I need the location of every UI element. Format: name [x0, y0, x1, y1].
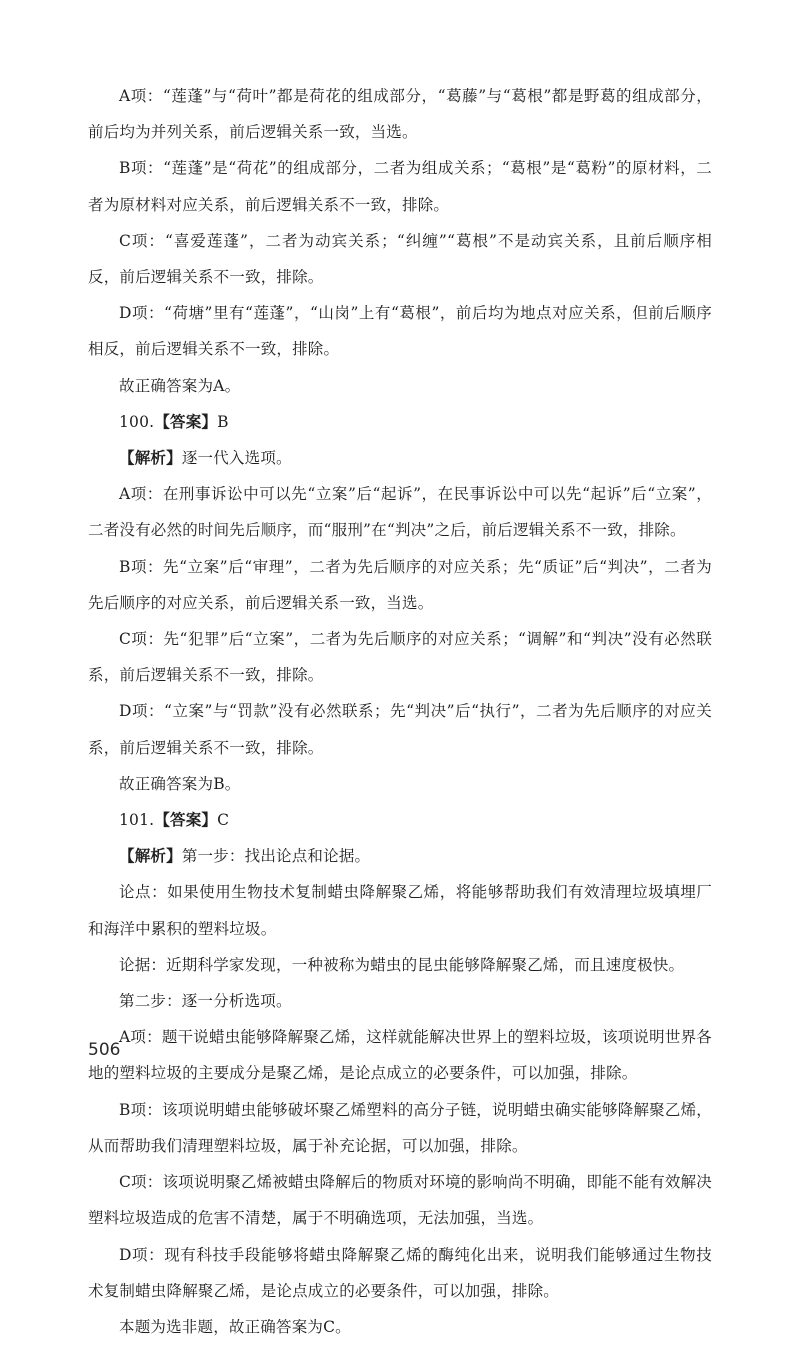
section-tag: 【解析】: [119, 847, 182, 866]
paragraph: [88, 549, 712, 621]
paragraph: [88, 766, 712, 802]
section-tag: 【答案】: [154, 412, 218, 431]
paragraph-text: C项：该项说明聚乙烯被蜡虫降解后的物质对环境的影响尚不明确，即能不能有效解决塑料垃圾造成的危害不清楚，属于不明确选项，无法加强，当选。: [88, 1173, 712, 1228]
paragraph: [88, 1309, 712, 1345]
page-number: 506: [88, 1040, 121, 1060]
paragraph: [88, 440, 712, 476]
paragraph: [88, 150, 712, 222]
paragraph-text: 逐一代入选项。: [181, 449, 292, 468]
paragraph-text: B项：该项说明蜡虫能够破坏聚乙烯塑料的高分子链，说明蜡虫确实能够降解聚乙烯，从而帮助我们清理塑料垃圾，属于补充论据，可以加强，排除。: [88, 1100, 712, 1155]
paragraph-text: A项：“莲蓬”与“荷叶”都是荷花的组成部分，“葛藤”与“葛根”都是野葛的组成部分，前后均为并列关系，前后逻辑关系一致，当选。: [88, 87, 712, 142]
paragraph-text: 故正确答案为B。: [119, 774, 241, 793]
paragraph-text: B: [217, 412, 229, 431]
page-body: [88, 78, 712, 1345]
paragraph: [88, 1019, 712, 1091]
paragraph-text: A项：在刑事诉讼中可以先“立案”后“起诉”，在民事诉讼中可以先“起诉”后“立案”，二者没有必然的时间先后顺序，而“服刑”在“判决”之后，前后逻辑关系不一致，排除。: [88, 485, 712, 540]
paragraph: [88, 838, 712, 874]
paragraph: [88, 983, 712, 1019]
question-number: 101.: [119, 811, 155, 830]
paragraph-text: 第二步：逐一分析选项。: [119, 992, 292, 1011]
paragraph-text: C: [217, 811, 230, 830]
paragraph: [88, 78, 712, 150]
paragraph-text: 论据：近期科学家发现，一种被称为蜡虫的昆虫能够降解聚乙烯，而且速度极快。: [119, 955, 685, 974]
paragraph-text: 故正确答案为A。: [119, 376, 241, 395]
paragraph: [88, 1237, 712, 1309]
paragraph-text: 本题为选非题，故正确答案为C。: [119, 1317, 351, 1336]
paragraph: [88, 1164, 712, 1236]
paragraph-text: B项：“莲蓬”是“荷花”的组成部分，二者为组成关系；“葛根”是“葛粉”的原材料，二者为原材料对应关系，前后逻辑关系不一致，排除。: [88, 159, 712, 214]
paragraph: [88, 295, 712, 367]
question-number: 100.: [119, 412, 155, 431]
paragraph: [88, 223, 712, 295]
paragraph-text: D项：“立案”与“罚款”没有必然联系；先“判决”后“执行”，二者为先后顺序的对应关系，前后逻辑关系不一致，排除。: [88, 702, 712, 757]
paragraph: [88, 947, 712, 983]
paragraph-text: C项：先“犯罪”后“立案”，二者为先后顺序的对应关系；“调解”和“判决”没有必然联系，前后逻辑关系不一致，排除。: [88, 630, 712, 685]
paragraph-text: 论点：如果使用生物技术复制蜡虫降解聚乙烯，将能够帮助我们有效清理垃圾填埋厂和海洋中累积的塑料垃圾。: [88, 883, 712, 938]
paragraph: [88, 874, 712, 946]
paragraph: [88, 476, 712, 548]
paragraph-text: D项：“荷塘”里有“莲蓬”，“山岗”上有“葛根”，前后均为地点对应关系，但前后顺序相反，前后逻辑关系不一致，排除。: [88, 304, 712, 359]
paragraph-text: 第一步：找出论点和论据。: [181, 847, 371, 866]
paragraph-text: D项：现有科技手段能够将蜡虫降解聚乙烯的酶纯化出来，说明我们能够通过生物技术复制蜡虫降解聚乙烯，是论点成立的必要条件，可以加强，排除。: [88, 1245, 712, 1300]
paragraph: [88, 368, 712, 404]
paragraph: [88, 621, 712, 693]
paragraph-text: C项：“喜爱莲蓬”，二者为动宾关系；“纠缠”“葛根”不是动宾关系，且前后顺序相反，前后逻辑关系不一致，排除。: [88, 231, 712, 287]
paragraph: [88, 1092, 712, 1164]
paragraph-text: A项：题干说蜡虫能够降解聚乙烯，这样就能解决世界上的塑料垃圾，该项说明世界各地的塑料垃圾的主要成分是聚乙烯，是论点成立的必要条件，可以加强，排除。: [88, 1028, 712, 1083]
paragraph: [88, 802, 712, 838]
section-tag: 【答案】: [154, 811, 218, 830]
paragraph-text: B项：先“立案”后“审理”，二者为先后顺序的对应关系；先“质证”后“判决”，二者为先后顺序的对应关系，前后逻辑关系一致，当选。: [88, 557, 712, 612]
paragraph: [88, 404, 712, 440]
section-tag: 【解析】: [119, 449, 182, 468]
paragraph: [88, 693, 712, 765]
